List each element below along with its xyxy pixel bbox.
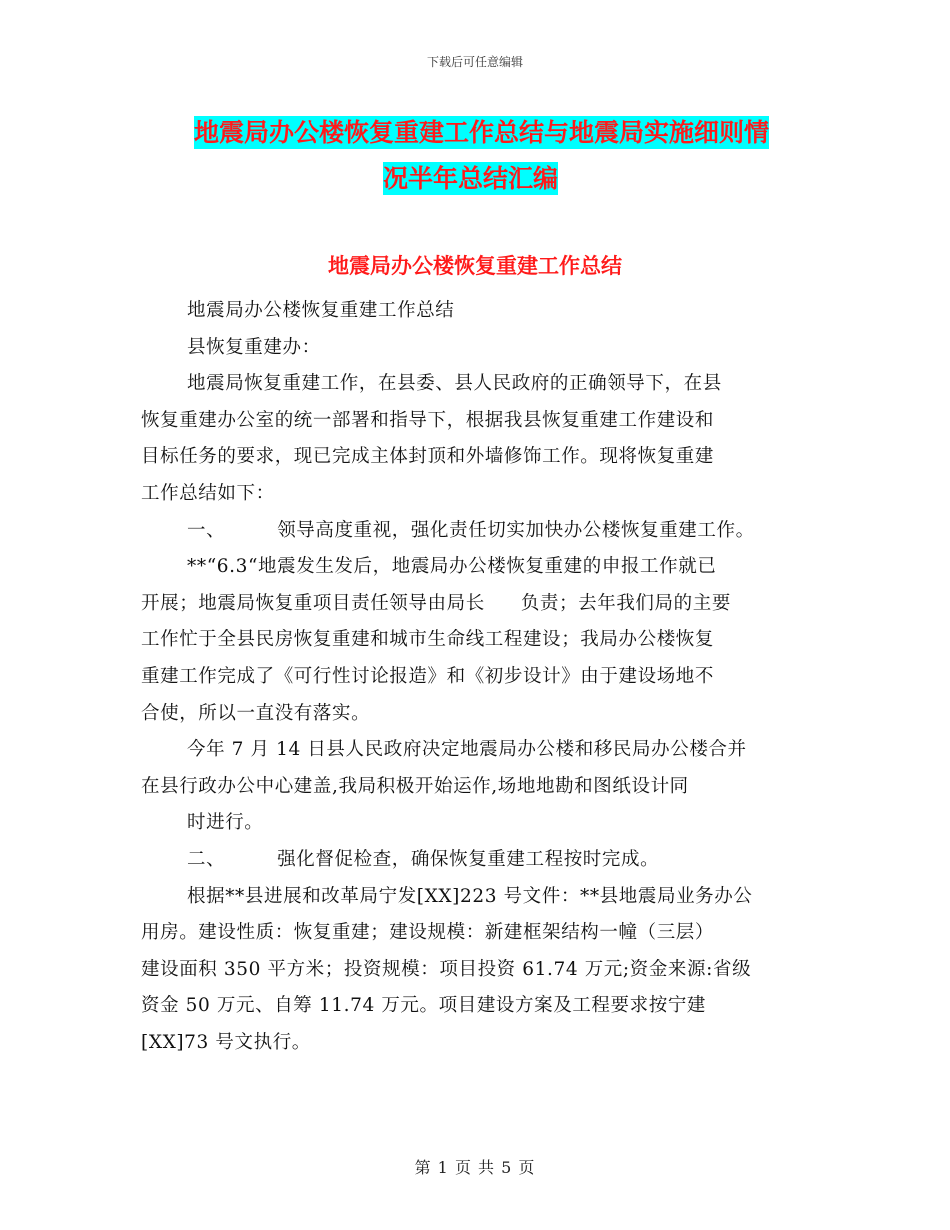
body-line: 恢复重建办公室的统一部署和指导下，根据我县恢复重建工作建设和 (141, 409, 715, 431)
heading-2: 强化督促检查，确保恢复重建工程按时完成。 (277, 848, 660, 870)
body-line: 建设面积 350 平方米；投资规模：项目投资 61.74 万元;资金来源:省级 (141, 958, 752, 980)
body-line: **“6.3“地震发生发后，地震局办公楼恢复重建的申报工作就已 (187, 556, 717, 578)
body-line: 在县行政办公中心建盖,我局积极开始运作,场地地勘和图纸设计同 (141, 775, 689, 797)
body-line: 今年 7 月 14 日县人民政府决定地震局办公楼和移民局办公楼合并 (187, 739, 747, 761)
body-line: 地震局恢复重建工作，在县委、县人民政府的正确领导下，在县 (187, 373, 722, 395)
body-line: 合使，所以一直没有落实。 (141, 702, 371, 724)
body-line: 资金 50 万元、自筹 11.74 万元。项目建设方案及工程要求按宁建 (141, 995, 707, 1017)
body-line: 根据**县进展和改革局宁发[XX]223 号文件：**县地震局业务办公 (187, 885, 753, 907)
body-line: [XX]73 号文执行。 (141, 1031, 311, 1053)
section-title: 地震局办公楼恢复重建工作总结 (328, 254, 622, 278)
body-line: 用房。建设性质：恢复重建；建设规模：新建框架结构一幢（三层） (141, 922, 715, 944)
body-text: 负责；去年我们局的主要 (520, 592, 731, 614)
body-line: 时进行。 (187, 812, 264, 834)
body-line: 县恢复重建办： (187, 336, 321, 358)
body-line: 目标任务的要求，现已完成主体封顶和外墙修饰工作。现将恢复重建 (141, 446, 715, 468)
body-line: 工作忙于全县民房恢复重建和城市生命线工程建设；我局办公楼恢复 (141, 629, 715, 651)
document-title (0, 110, 950, 202)
title-line-2: 况半年总结汇编 (383, 164, 559, 193)
body-text: 开展；地震局恢复重项目责任领导由局长 (141, 592, 485, 614)
list-marker-1: 一、 (187, 519, 226, 541)
body-line (141, 842, 821, 879)
body-line: 重建工作完成了《可行性讨论报造》和《初步设计》由于建设场地不 (141, 665, 715, 687)
body-line (141, 586, 821, 623)
heading-1: 领导高度重视，强化责任切实加快办公楼恢复重建工作。 (277, 519, 755, 541)
body-line: 工作总结如下： (141, 482, 275, 504)
title-line-1: 地震局办公楼恢复重建工作总结与地震局实施细则情 (194, 118, 770, 147)
body-line: 地震局办公楼恢复重建工作总结 (187, 300, 455, 321)
document-body (141, 293, 821, 1061)
list-marker-2: 二、 (187, 848, 226, 870)
page-footer: 第 1 页 共 5 页 (414, 1158, 536, 1177)
header-note: 下载后可任意编辑 (426, 55, 523, 69)
body-line (141, 513, 821, 550)
